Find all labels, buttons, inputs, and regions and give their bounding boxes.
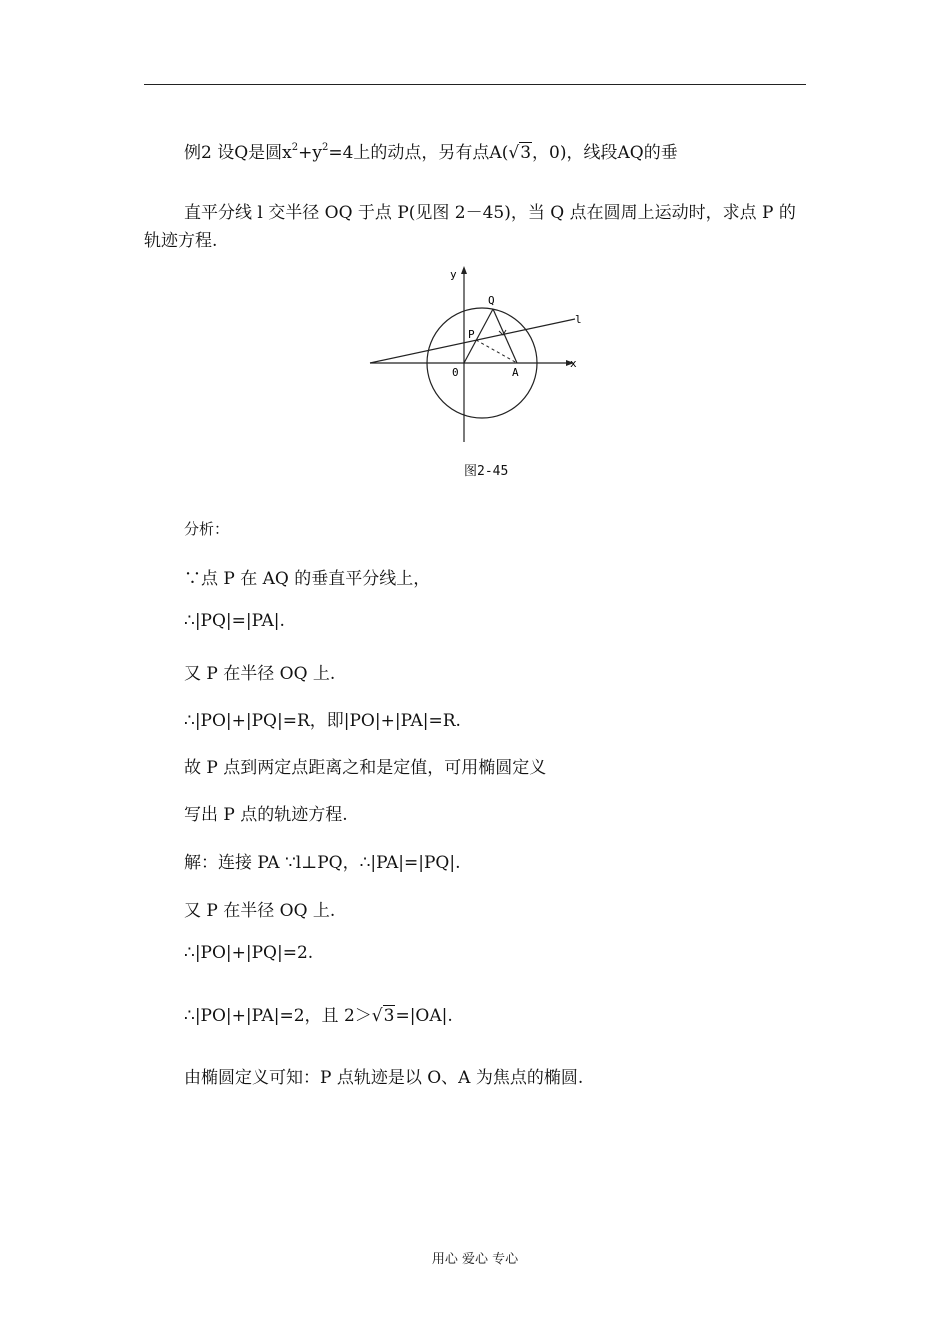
sqrt-symbol: √3 [508,143,532,163]
analysis-line-4: ∴|PO|+|PQ|=R，即|PO|+|PA|=R. [184,711,461,731]
problem-label: 例2 [184,143,212,163]
analysis-line-2: ∴|PQ|=|PA|. [184,611,285,631]
bisector-line-l [370,319,575,363]
analysis-line-1: ∵点 P 在 AQ 的垂直平分线上， [184,569,431,589]
analysis-line-6: 写出 P 点的轨迹方程. [184,805,348,825]
label-p: P [468,328,475,341]
label-o: 0 [452,366,459,379]
figure-diagram [360,262,600,452]
solution-line-4: ∴|PO|+|PA|=2，且 2＞√3=|OA|. [184,1006,453,1026]
solution-line-3: ∴|PO|+|PQ|=2. [184,943,314,963]
label-x: x [570,357,577,370]
label-a: A [512,366,519,379]
solution-line-5: 由椭圆定义可知：P 点轨迹是以 O、A 为焦点的椭圆. [184,1068,584,1088]
label-l: l [575,313,582,326]
y-axis-arrow [461,266,467,274]
problem-line-1: 例2 设Q是圆$x^2+y^2=4$上的动点，另有点A(√3，0)，线段AQ的垂 [184,142,678,163]
label-y: y [450,268,457,281]
sqrt-symbol: √3 [371,1006,395,1026]
segment-pa-dashed [476,340,517,363]
problem-line-2: 直平分线 l 交半径 OQ 于点 P(见图 2－45)，当 Q 点在圆周上运动时，求点 P 的 [184,203,796,223]
page-footer: 用心 爱心 专心 [431,1252,519,1267]
solution-line-2: 又 P 在半径 OQ 上. [184,901,336,921]
label-q: Q [488,294,495,307]
header-rule [144,84,806,85]
analysis-title: 分析： [184,520,230,538]
problem-line-3: 轨迹方程. [144,231,218,251]
figure-caption: 图2-45 [464,464,509,479]
analysis-line-3: 又 P 在半径 OQ 上. [184,664,336,684]
analysis-line-5: 故 P 点到两定点距离之和是定值，可用椭圆定义 [184,758,547,778]
solution-line-1: 解：连接 PA ∵l⊥PQ，∴|PA|=|PQ|. [184,853,461,873]
